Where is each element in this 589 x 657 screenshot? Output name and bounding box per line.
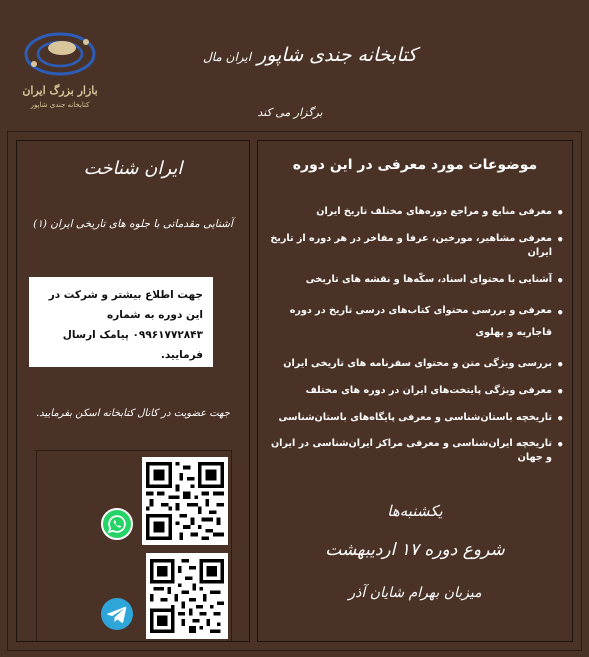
header-subtitle: برگزار می کند — [257, 106, 323, 119]
header-title-suffix: ایران مال — [203, 50, 252, 64]
list-item: • معرفی منابع و مراجع دوره‌های مختلف تاریخ ایران — [266, 205, 566, 219]
logo-name: بازار بزرگ ایران — [22, 84, 98, 97]
header-title-main: کتابخانه جندی شاپور — [257, 44, 417, 66]
host-name: میزبان بهرام شایان آذر — [348, 585, 482, 601]
header-title — [180, 44, 440, 66]
list-item: • معرفی مشاهیر، مورخین، عرفا و مفاخر در هر دوره از تاریخ ایران — [266, 232, 566, 260]
qr-code — [146, 461, 224, 541]
start-date: شروع دوره ۱۷ اردیبهشت — [325, 540, 505, 560]
channel-note: جهت عضویت در کانال کتابخانه اسکن بفرمایید. — [36, 408, 230, 419]
logo-emblem — [10, 28, 110, 84]
qr-code — [150, 557, 224, 635]
telegram-qr-code[interactable] — [146, 553, 228, 639]
course-title: ایران شناخت — [83, 158, 183, 179]
telegram-icon[interactable] — [101, 598, 133, 630]
logo-subtext: کتابخانه جندی شاپور — [30, 101, 90, 109]
topics-list — [266, 205, 566, 465]
list-item: • بررسی ویژگی متن و محتوای سفرنامه های تاریخی ایران — [266, 357, 566, 371]
list-item: • معرفی ویژگی پایتخت‌های ایران در دوره های مختلف — [266, 384, 566, 398]
contact-info-box: جهت اطلاع بیشتر و شرکت در این دوره به شماره ۰۹۹۶۱۷۷۲۸۴۳ پیامک ارسال فرمایید. — [29, 277, 213, 367]
whatsapp-icon[interactable] — [101, 508, 133, 540]
logo — [10, 28, 110, 118]
list-item: • تاریخچه ایران‌شناسی و معرفی مراکز ایران‌شناسی در ایران و جهان — [266, 437, 566, 465]
course-subtitle: آشنایی مقدماتی با جلوه های تاریخی ایران (۱) — [33, 218, 233, 230]
schedule-day: یکشنبه‌ها — [387, 502, 443, 520]
whatsapp-qr-code[interactable] — [142, 457, 228, 545]
list-item: • معرفی و بررسی محتوای کتاب‌های درسی تاریخ در دوره قاجاریه و پهلوی — [266, 300, 566, 344]
list-item: • تاریخچه باستان‌شناسی و معرفی پایگاه‌های باستان‌شناسی — [266, 411, 566, 425]
topics-title: موضوعات مورد معرفی در این دوره — [292, 157, 538, 173]
list-item: • آشنایی با محتوای اسناد، سکّه‌ها و نقشه های تاریخی — [266, 273, 566, 287]
